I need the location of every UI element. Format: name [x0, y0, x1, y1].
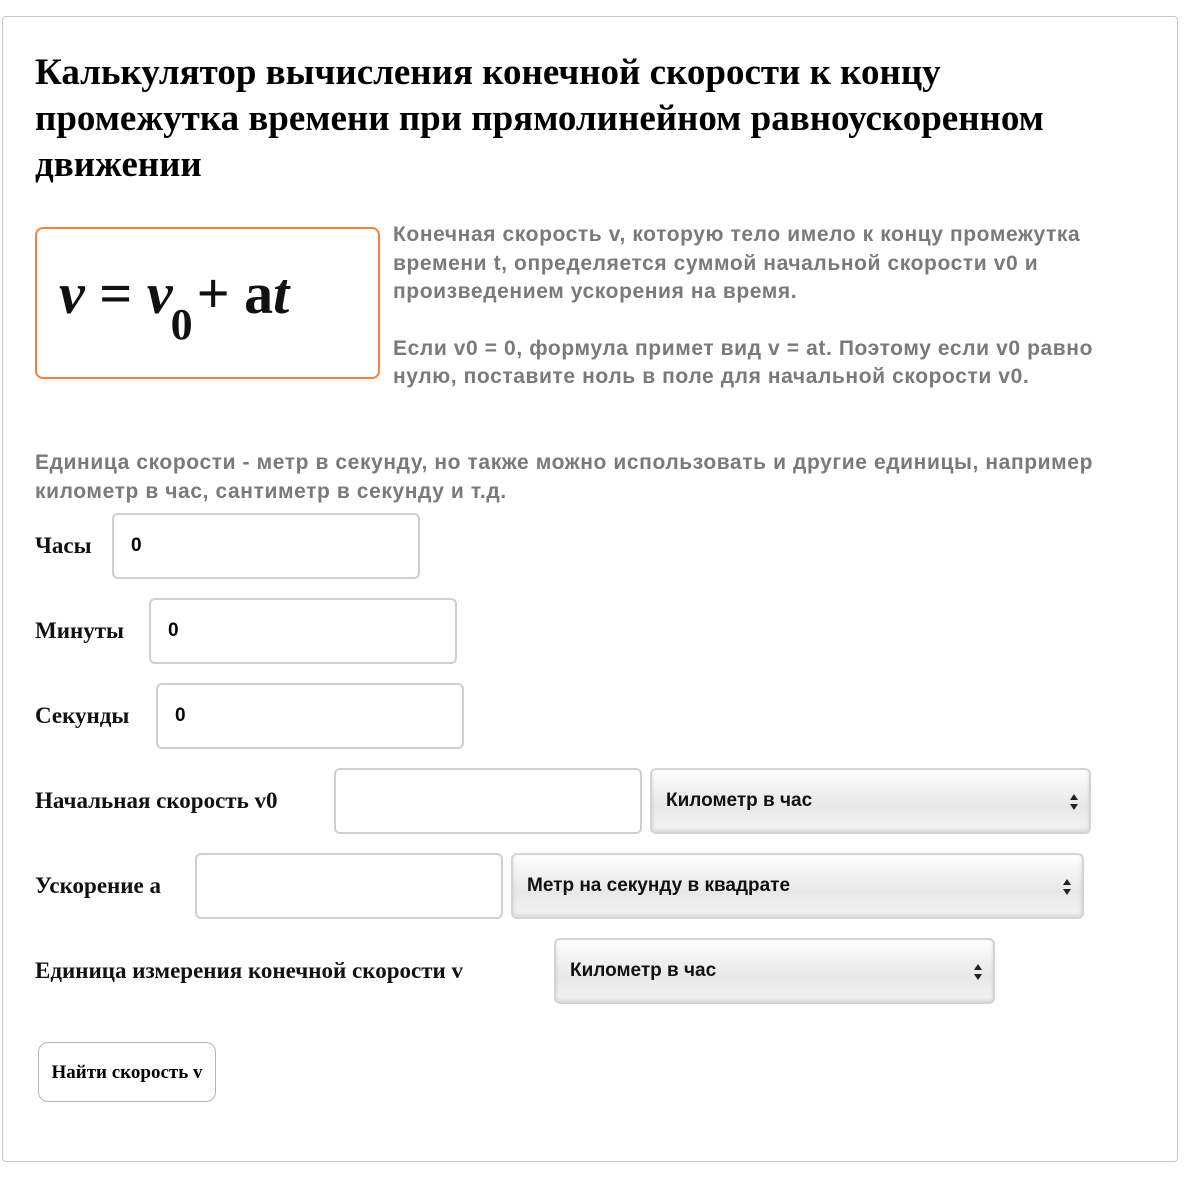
updown-arrows-icon: [1062, 876, 1072, 898]
find-speed-button[interactable]: Найти скорость v: [38, 1042, 216, 1102]
minutes-label: Минуты: [35, 618, 124, 643]
seconds-input[interactable]: [156, 683, 464, 749]
final-unit-label: Единица измерения конечной скорости v: [35, 958, 463, 983]
initial-speed-input[interactable]: [334, 768, 642, 834]
updown-arrows-icon: [973, 961, 983, 983]
select-value: Километр в час: [666, 790, 813, 811]
acceleration-unit-select[interactable]: [511, 853, 1084, 919]
final-speed-unit-select[interactable]: [554, 938, 995, 1004]
select-value: Метр на секунду в квадрате: [527, 875, 791, 896]
formula-image: [35, 227, 380, 379]
acceleration-input[interactable]: [195, 853, 503, 919]
acceleration-label: Ускорение a: [35, 873, 162, 898]
description-paragraph: Конечная скорость v, которую тело имело к концу промежутка времени t, определяется суммой начальной скорости v0 и произведением ускорения на время.: [393, 223, 1081, 303]
updown-arrows-icon: [1069, 791, 1079, 813]
page-title: Калькулятор вычисления конечной скорости к концу промежутка времени при прямолинейном равноускоренном движении: [35, 52, 1044, 185]
initial-speed-label: Начальная скорость v0: [35, 788, 278, 813]
hours-input[interactable]: [112, 513, 420, 579]
formula-expression: $v = v_0+$ at: [59, 261, 290, 349]
minutes-input[interactable]: [149, 598, 457, 664]
formula-description: [393, 221, 1153, 392]
initial-speed-unit-select[interactable]: [650, 768, 1091, 834]
hours-label: Часы: [35, 533, 92, 558]
description-paragraph: Если v0 = 0, формула примет вид v = at. Поэтому если v0 равно нулю, поставите ноль в поле для начальной скорости v0.: [393, 336, 1093, 388]
seconds-label: Секунды: [35, 703, 130, 728]
select-value: Километр в час: [570, 960, 717, 981]
units-note: Единица скорости - метр в секунду, но также можно использовать и другие единицы, например километр в час, сантиметр в секунду и т.д.: [35, 451, 1094, 503]
